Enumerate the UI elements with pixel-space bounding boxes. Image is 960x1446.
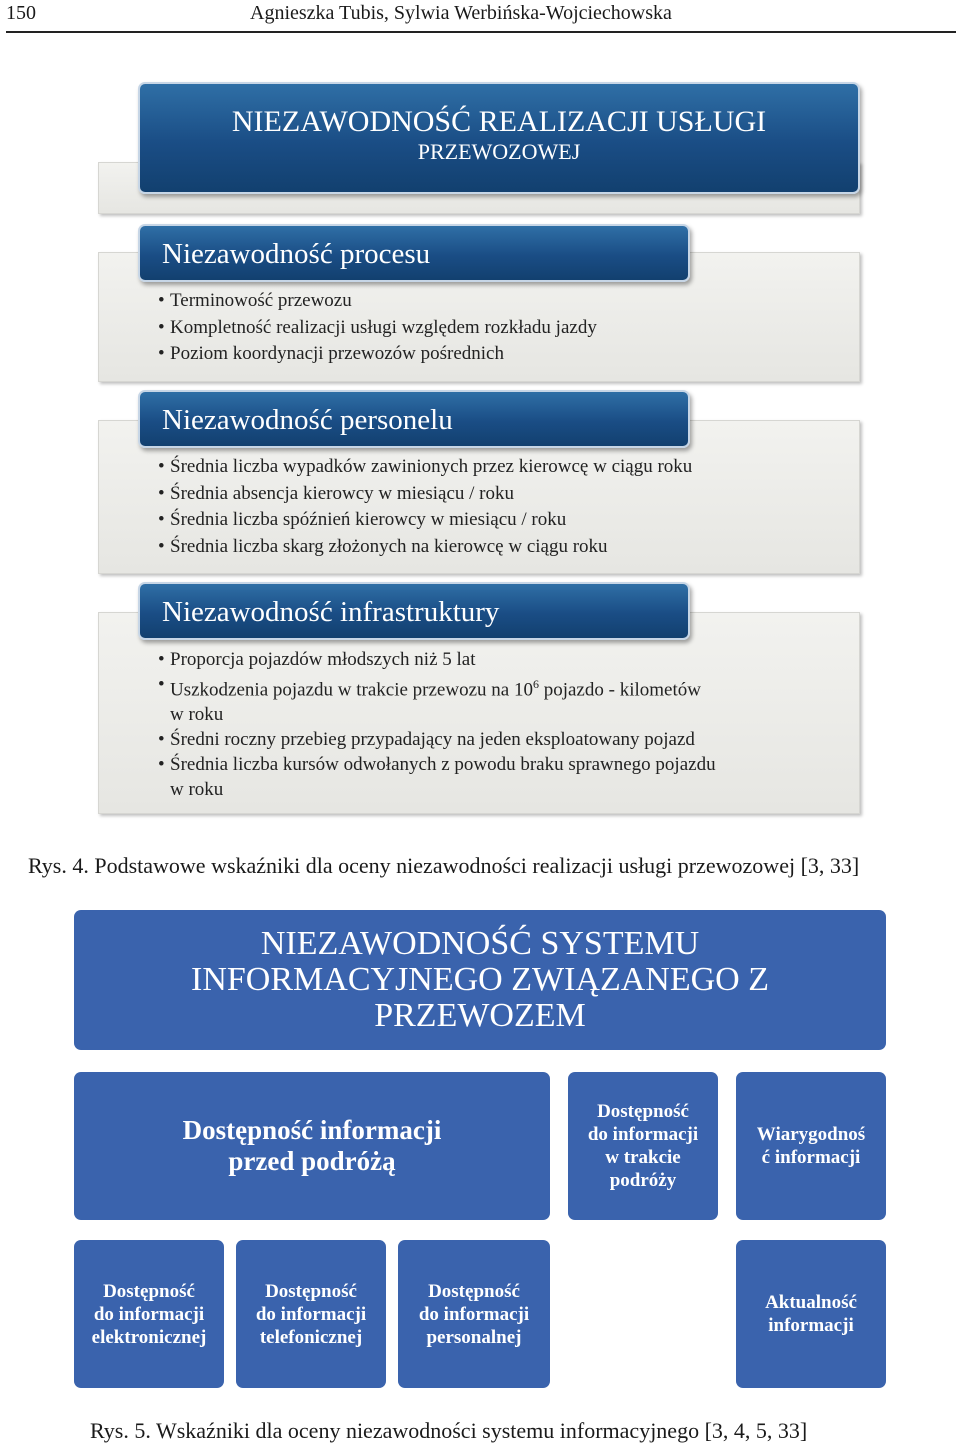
list-item: • Średnia absencja kierowcy w miesiącu / roku bbox=[158, 481, 848, 508]
box-line: Dostępność informacji bbox=[182, 1115, 442, 1145]
fig5-main-title-box bbox=[74, 910, 886, 1050]
box-line: podróży bbox=[609, 1170, 677, 1191]
phone-info-box bbox=[236, 1240, 386, 1388]
list-item-continuation: w roku bbox=[170, 779, 224, 801]
header-rule bbox=[6, 31, 956, 33]
box-line: Dostępność bbox=[265, 1280, 357, 1302]
box-line: Aktualność bbox=[765, 1292, 857, 1313]
fig4-title-line2: PRZEWOZOWEJ bbox=[417, 139, 581, 164]
box-line: elektronicznej bbox=[91, 1326, 207, 1348]
timeliness-box bbox=[736, 1240, 886, 1388]
box-line: Wiarygodnoś bbox=[756, 1124, 866, 1145]
fig5-title-line: NIEZAWODNOŚĆ SYSTEMU bbox=[260, 925, 700, 962]
box-line: informacji bbox=[768, 1315, 854, 1336]
list-item bbox=[158, 672, 848, 702]
fig4-title-line1: NIEZAWODNOŚĆ REALIZACJI USŁUGI bbox=[231, 105, 767, 138]
credibility-box bbox=[736, 1072, 886, 1220]
box-line: telefonicznej bbox=[259, 1326, 363, 1348]
list-item: • Średni roczny przebieg przypadający na jeden eksploatowany pojazd bbox=[158, 727, 848, 752]
box-line: ć informacji bbox=[761, 1147, 861, 1168]
page-number: 150 bbox=[6, 2, 36, 24]
list-item: • Średnia liczba spóźnień kierowcy w miesiącu / roku bbox=[158, 507, 848, 534]
electronic-info-box bbox=[74, 1240, 224, 1388]
list-item: • Kompletność realizacji usługi względem rozkładu jazdy bbox=[158, 315, 848, 342]
box-line: Dostępność bbox=[103, 1280, 195, 1302]
box-line: do informacji bbox=[255, 1303, 367, 1325]
box-line: do informacji bbox=[418, 1303, 530, 1325]
infrastructure-section-title: Niezawodność infrastruktury bbox=[138, 582, 690, 640]
fig5-title-line: INFORMACYJNEGO ZWIĄZANEGO Z bbox=[191, 961, 769, 998]
box-line: Dostępność bbox=[597, 1101, 689, 1122]
fig5-title-line: PRZEWOZEM bbox=[374, 997, 586, 1034]
running-header-authors: Agnieszka Tubis, Sylwia Werbińska-Wojciechowska bbox=[250, 2, 672, 24]
box-line: Dostępność bbox=[428, 1280, 520, 1302]
during-trip-box bbox=[568, 1072, 718, 1220]
box-line: w trakcie bbox=[605, 1147, 681, 1168]
figure4-caption: Rys. 4. Podstawowe wskaźniki dla oceny niezawodności realizacji usługi przewozowej [3, 33] bbox=[28, 853, 860, 878]
process-section-title: Niezawodność procesu bbox=[138, 224, 690, 282]
before-trip-box bbox=[74, 1072, 550, 1220]
list-item: • Proporcja pojazdów młodszych niż 5 lat bbox=[158, 647, 848, 672]
list-item: • Poziom koordynacji przewozów pośrednich bbox=[158, 341, 848, 368]
list-item-continuation: w roku bbox=[170, 704, 224, 726]
infrastructure-indicator-list bbox=[158, 647, 848, 802]
process-indicator-list bbox=[158, 288, 848, 368]
item-text-rest: pojazdo - kilometów bbox=[538, 679, 701, 701]
list-item: • Średnia liczba skarg złożonych na kierowcę w ciągu roku bbox=[158, 534, 848, 561]
list-item: • Średnia liczba wypadków zawinionych przez kierowcę w ciągu roku bbox=[158, 454, 848, 481]
list-item: • Terminowość przewozu bbox=[158, 288, 848, 315]
box-line: personalnej bbox=[426, 1326, 522, 1348]
personnel-indicator-list bbox=[158, 454, 848, 560]
fig4-main-title-box bbox=[138, 82, 860, 194]
box-line: do informacji bbox=[93, 1303, 205, 1325]
figure5-caption: Rys. 5. Wskaźniki dla oceny niezawodności systemu informacyjnego [3, 4, 5, 33] bbox=[90, 1418, 808, 1443]
item-text: Uszkodzenia pojazdu w trakcie przewozu na 10 bbox=[170, 679, 533, 701]
personal-info-box bbox=[398, 1240, 550, 1388]
list-item: • Średnia liczba kursów odwołanych z powodu braku sprawnego pojazdu bbox=[158, 752, 848, 777]
superscript: 6 bbox=[532, 677, 539, 691]
box-line: do informacji bbox=[587, 1124, 699, 1145]
personnel-section-title: Niezawodność personelu bbox=[138, 390, 690, 448]
box-line: przed podróżą bbox=[228, 1146, 396, 1176]
